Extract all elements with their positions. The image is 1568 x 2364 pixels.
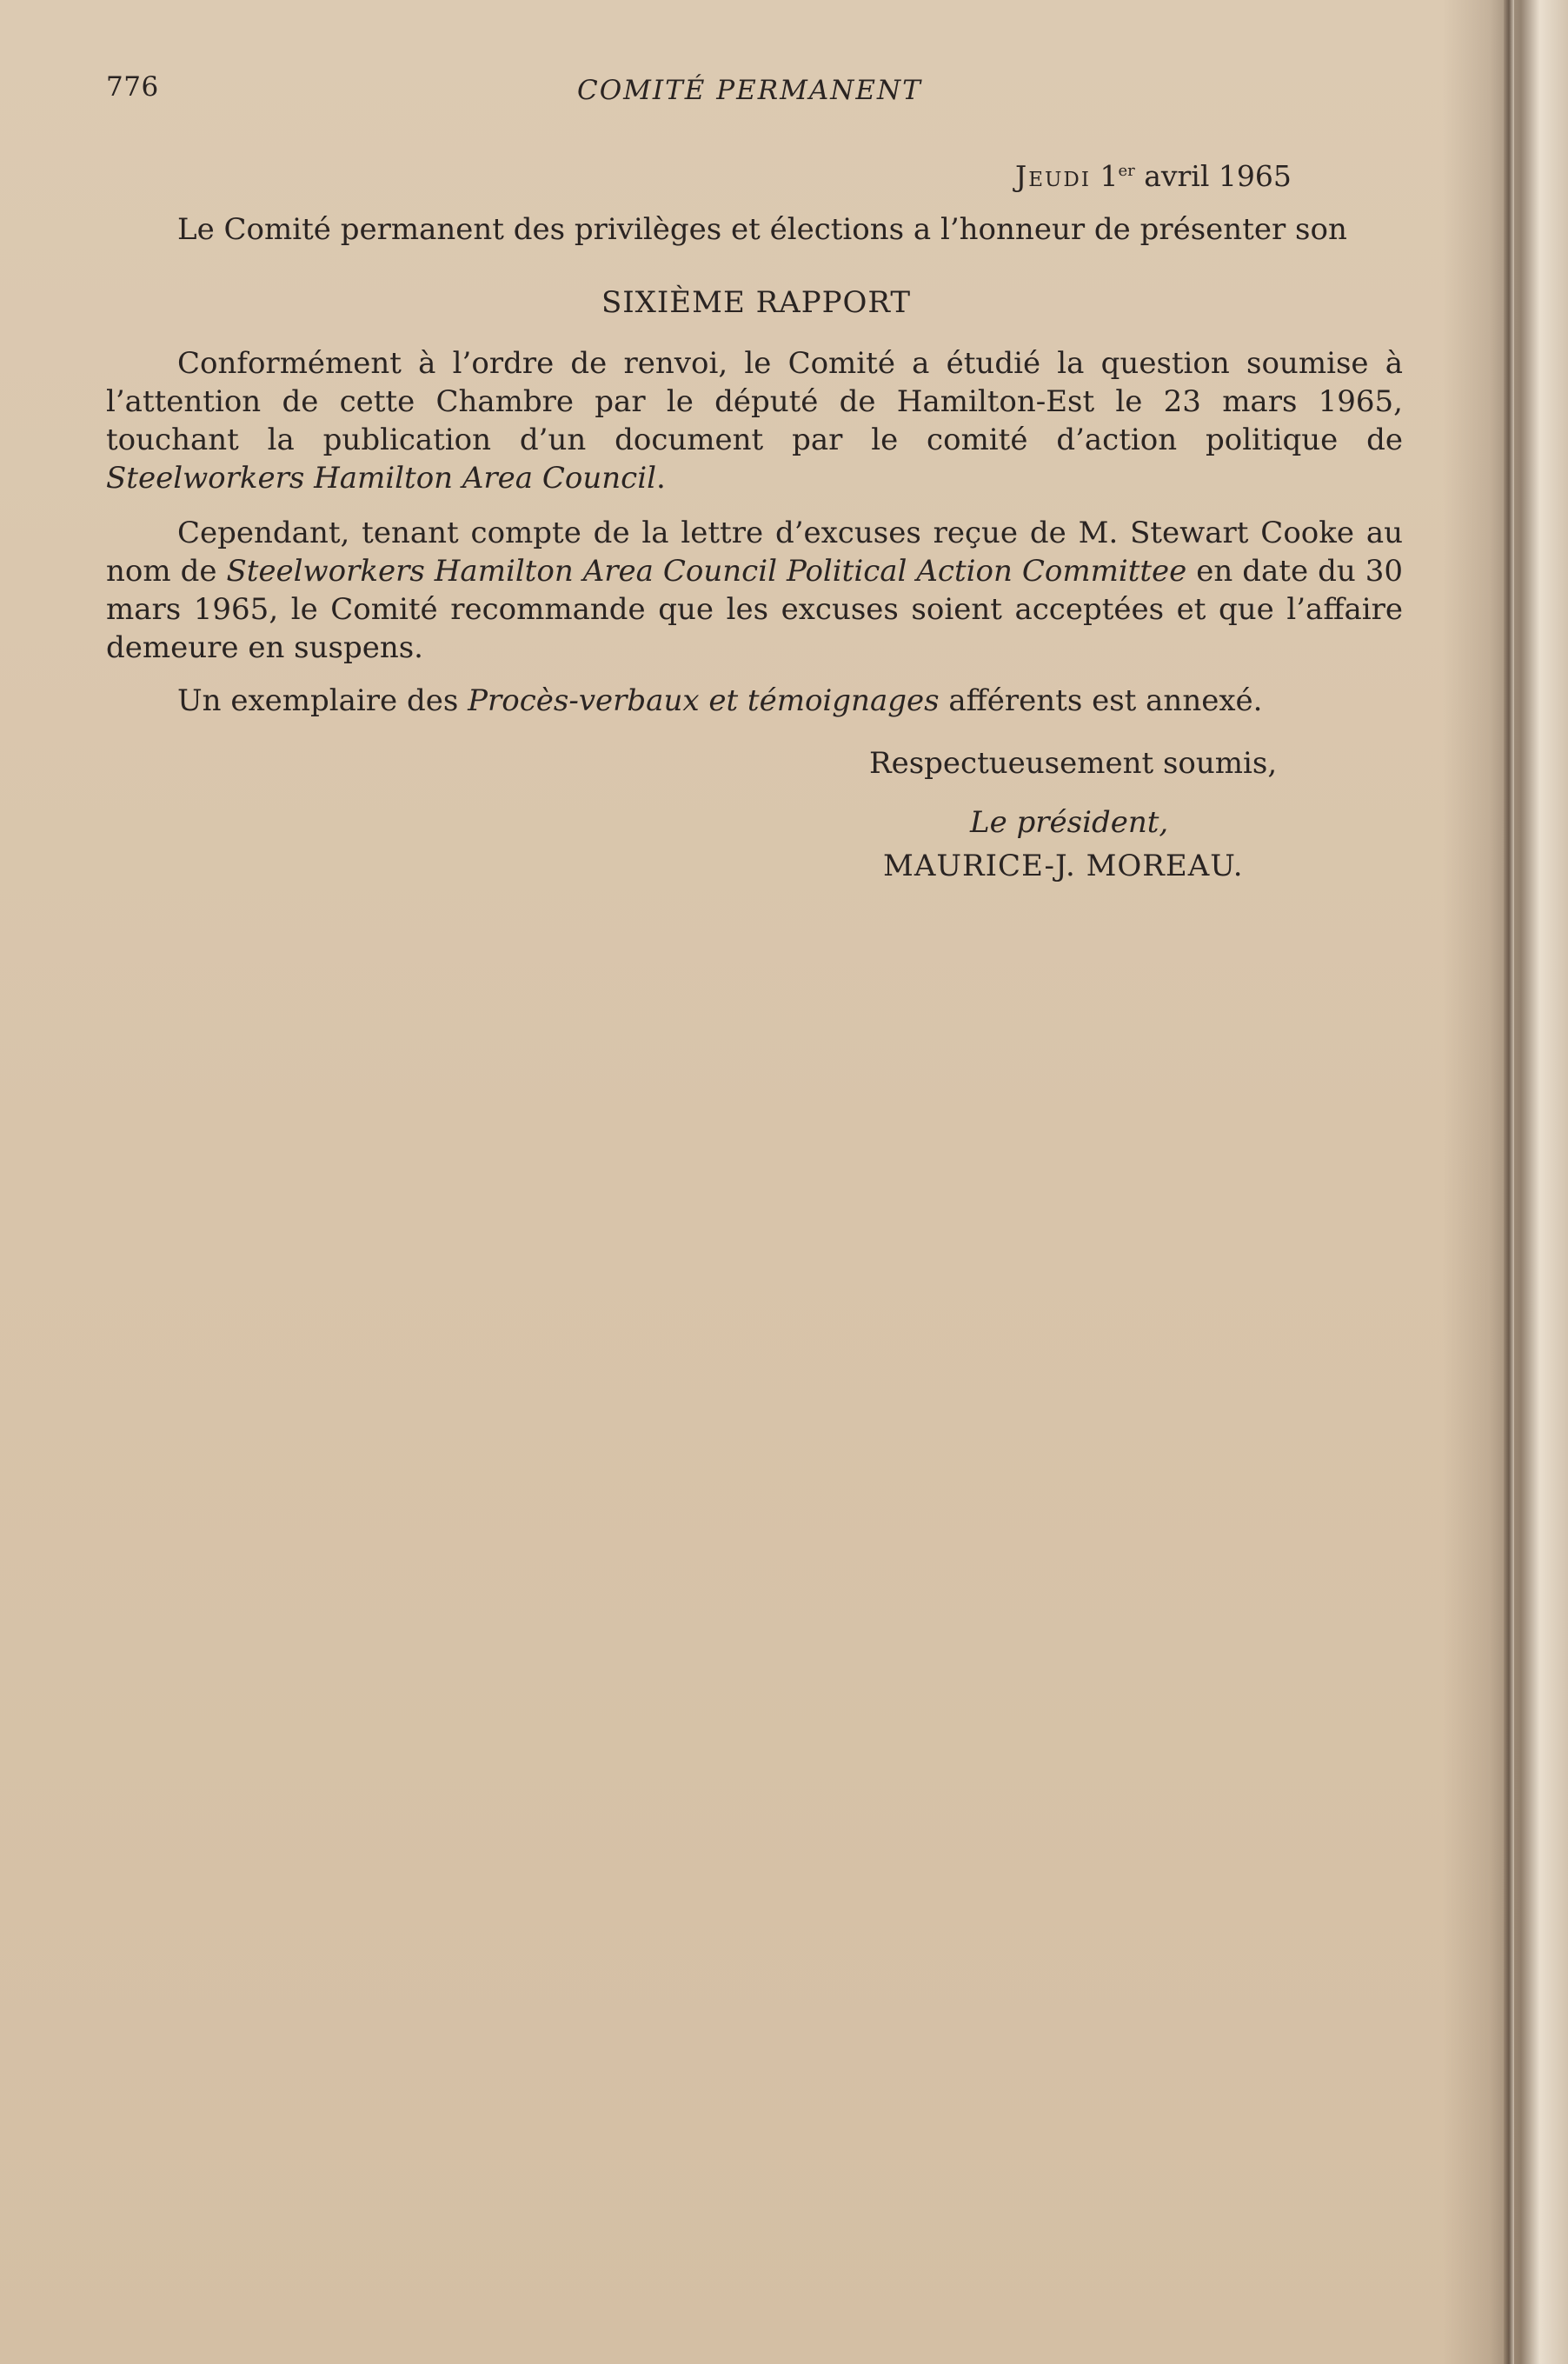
paragraph-2-italic: Steelworkers Hamilton Area Council Political Action Committee (226, 554, 1187, 589)
report-title: SIXIÈME RAPPORT (601, 285, 912, 320)
signatory-name: MAURICE-J. MOREAU. (883, 849, 1244, 883)
paragraph-2-text-a: Cependant, tenant compte de la lettre d’excuses reçue de M. Stewart Cooke au nom de (106, 516, 1403, 589)
page-number: 776 (106, 71, 159, 103)
paragraph-2-text (106, 514, 1403, 667)
paragraph-1 (106, 344, 1403, 497)
date-day: 1 (1100, 159, 1119, 193)
paragraph-3-italic: Procès-verbaux et témoignages (468, 683, 940, 718)
paragraph-1-italic: Steelworkers Hamilton Area Council (106, 461, 656, 496)
paragraph-1-text-a: Conformément à l’ordre de renvoi, le Comité a étudié la question soumise à l’attention de cette Chambre par le député de Hamilton-Est le 23 mars 1965, touchant la publication d’un document par le comité d’action politique de (106, 346, 1403, 457)
date-rest: avril 1965 (1134, 159, 1292, 193)
running-header (0, 68, 1568, 120)
date-line (1015, 159, 1292, 193)
closing-respectfully: Respectueusement soumis, (869, 746, 1278, 781)
intro-paragraph (106, 210, 1403, 249)
paragraph-3 (106, 682, 1403, 720)
intro-text: Le Comité permanent des privilèges et élections a l’honneur de présenter son (177, 212, 1347, 247)
paragraph-2-text-b: en date du 30 mars 1965, le Comité recommande que les excuses soient acceptées et que l’affaire demeure en suspens. (106, 554, 1403, 665)
paragraph-3-text (106, 682, 1403, 720)
running-title: COMITÉ PERMANENT (577, 75, 922, 106)
paragraph-1-text (106, 344, 1403, 497)
paragraph-3-text-a: Un exemplaire des (177, 683, 468, 718)
date-day-suffix: er (1118, 162, 1135, 180)
paragraph-3-text-b: afférents est annexé. (939, 683, 1263, 718)
date-weekday: Jeudi (1015, 159, 1091, 193)
paragraph-1-text-b: . (655, 461, 666, 496)
page-gutter-shadow (1504, 0, 1514, 2364)
closing-title: Le président, (970, 805, 1169, 840)
paragraph-2 (106, 514, 1403, 667)
